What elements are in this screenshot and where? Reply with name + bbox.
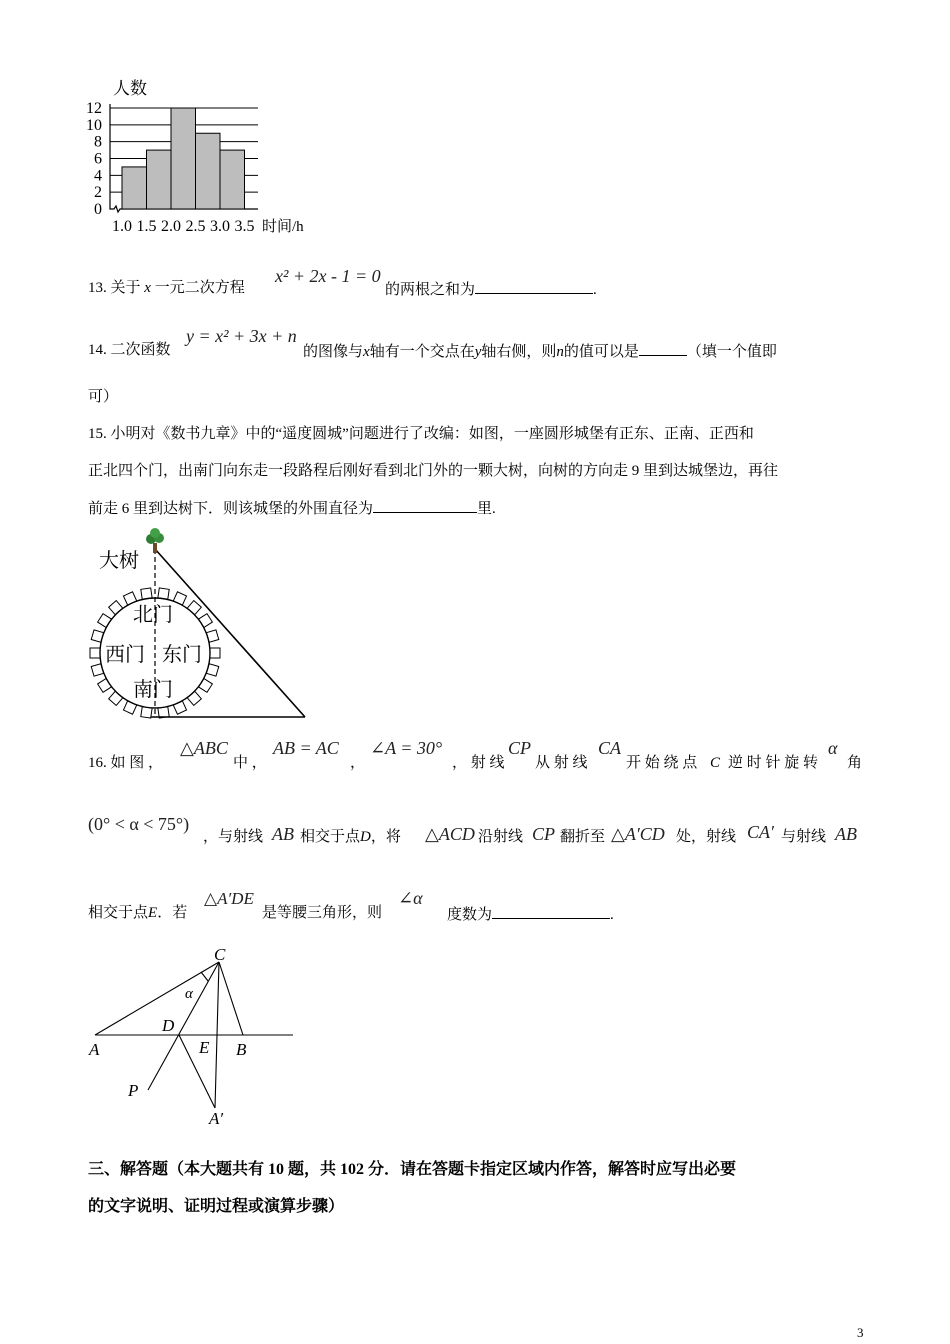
west-gate-label: 西门 [105,644,145,666]
q14-text-4: 的值可以是 [563,344,639,360]
q16-line2-a: ，与射线 [203,829,264,845]
y-tick-label: 4 [94,167,102,185]
q16-line2-b [300,826,401,848]
y-tick-label: 10 [86,116,102,134]
y-tick-label: 6 [94,150,102,168]
section-3-heading-line2: 的文字说明、证明过程或演算步骤） [88,1198,345,1215]
label-A: A [89,1040,100,1059]
y-tick-label: 8 [94,133,102,151]
q13-mid: 一元二次方程 [150,280,245,296]
x-tick-label: 3.5 [234,218,255,235]
q16-l2-t7: 与射线 [781,829,827,845]
castle-figure [85,525,315,725]
q16-eq2: ∠A = 30° [370,738,443,758]
q16-ade: △A′DE [204,889,254,908]
histogram-bar [122,167,147,209]
q16-l2-t5: 翻折至 [560,829,606,845]
q16-ab2: AB [835,824,857,844]
q15-line3 [88,496,496,520]
q14-text-1: 的图像与 [303,344,364,360]
angle-alpha-arc [201,972,208,981]
page-number: 3 [857,1325,864,1340]
wall-crenel [90,648,100,658]
q14-answer-blank[interactable] [639,339,687,356]
q14-line2: 可） [88,389,119,405]
q16-range: (0° < α < 75°) [88,814,190,834]
q16-t1: ， 射 线 [452,755,505,771]
q13-prefix: 13. 关于 [88,280,145,296]
label-P: P [128,1081,139,1100]
histogram-bar [171,108,196,209]
q14-equation: y = x² + 3x + n [186,326,297,346]
q16-l3-t4: 度数为 [447,907,493,923]
q16-acd2: △A′CD [611,824,665,844]
q15-line2: 正北四个门，出南门向东走一段路程后刚好看到北门外的一颗大树，向树的方向走 9 里到达城堡边，再往 [88,463,779,479]
q16-l3-end: . [610,907,614,923]
q14-prefix: 14. 二次函数 [88,342,171,358]
q16-d: D [360,829,371,845]
geometry-figure [85,940,300,1130]
q13-end: . [593,282,597,298]
q16-ca: CA [598,738,622,758]
q16-l2-t4: 沿射线 [478,829,524,845]
q15-answer-blank[interactable] [373,496,477,513]
ray-CP [148,962,219,1090]
q16-acd: △ACD [425,824,475,844]
q16-t3: 开 始 绕 点 [626,755,698,771]
x-axis-label: 时间/h [262,219,304,235]
question-13 [88,277,245,299]
q16-alpha: α [828,738,838,758]
y-tick-label: 2 [94,184,102,202]
label-D: D [162,1016,175,1035]
q16-t2: 从 射 线 [535,755,588,771]
q14-n: n [556,344,564,360]
q13-answer-blank[interactable] [475,277,593,294]
x-tick-label: 1.0 [112,218,132,235]
q14-x: x [363,344,370,360]
label-A-prime: A′ [209,1109,224,1128]
q13-equation: x² + 2x - 1 = 0 [275,266,381,286]
q16-ab: AB [272,824,294,844]
east-gate-label: 东门 [162,644,202,666]
q16-l2-t2: 相交于点 [300,829,361,845]
q13-tail [385,277,597,301]
q15-line1: 15. 小明对《数书九章》中的“遥度圆城”问题进行了改编：如图，一座圆形城堡有正东、正南、正西和 [88,426,754,442]
section-3-heading-line1: 三、解答题（本大题共有 10 题，共 102 分．请在答题卡指定区域内作答，解答时应写出必要 [88,1161,737,1178]
south-gate-label: 南门 [133,679,173,701]
question-14 [303,339,777,363]
label-E: E [199,1038,210,1057]
q14-y: y [474,344,482,360]
label-C: C [214,945,226,964]
q16-l2-t6: 处，射线 [676,829,737,845]
q15-line3-end: 里. [477,501,496,517]
north-gate-label: 北门 [133,604,173,626]
y-axis-label: 人数 [113,79,147,98]
q16-answer-blank[interactable] [492,902,610,919]
y-tick-label: 0 [94,201,102,218]
segment-DA-prime [179,1035,215,1108]
label-alpha: α [185,986,193,1002]
q16-num: 16. 如 图 ， [88,755,164,771]
histogram-bar [220,150,245,209]
q16-angle: ∠α [398,888,423,908]
q16-ca2: CA′ [747,822,774,842]
q14-text-2: 轴有一个交点在 [369,344,475,360]
y-tick-label: 12 [86,100,102,117]
x-tick-label: 3.0 [210,218,230,235]
q16-e: E [148,905,158,921]
histogram-bar [196,133,221,209]
histogram-chart [80,72,330,242]
q16-l3-t2: ．若 [157,905,188,921]
segment-CA [95,962,219,1035]
segment-CB [219,962,243,1035]
q16-eq1: AB = AC [273,738,339,758]
q16-triangle: △ABC [180,738,228,758]
q16-l3-t3: 是等腰三角形，则 [262,905,383,921]
q16-t4: 逆 时 针 旋 转 [728,755,819,771]
q16-line3-b [447,902,614,926]
q16-t5: 角 [847,755,863,771]
q14-text-5: （填一个值即 [686,344,777,360]
wall-crenel [210,648,220,658]
x-tick-label: 2.0 [161,218,181,235]
q16-cp: CP [508,738,532,758]
q16-c: C [710,755,721,771]
q13-var: x [144,280,151,296]
histogram-bar [147,150,172,209]
q16-comma: ， [350,755,366,771]
q16-l2-t3: ，将 [370,829,401,845]
tree-label: 大树 [99,550,139,572]
tree-icon [146,528,164,553]
q15-line3-text: 前走 6 里到达树下．则该城堡的外围直径为 [88,501,374,517]
label-B: B [236,1040,247,1059]
q13-suffix: 的两根之和为 [385,282,476,298]
q16-zhong: 中 ， [233,755,267,771]
q16-l3-t1: 相交于点 [88,905,149,921]
q14-text-3: 轴右侧，则 [481,344,557,360]
x-tick-label: 2.5 [185,218,206,235]
q16-line3-a [88,902,187,924]
x-tick-label: 1.5 [136,218,157,235]
q16-cp2: CP [532,824,556,844]
